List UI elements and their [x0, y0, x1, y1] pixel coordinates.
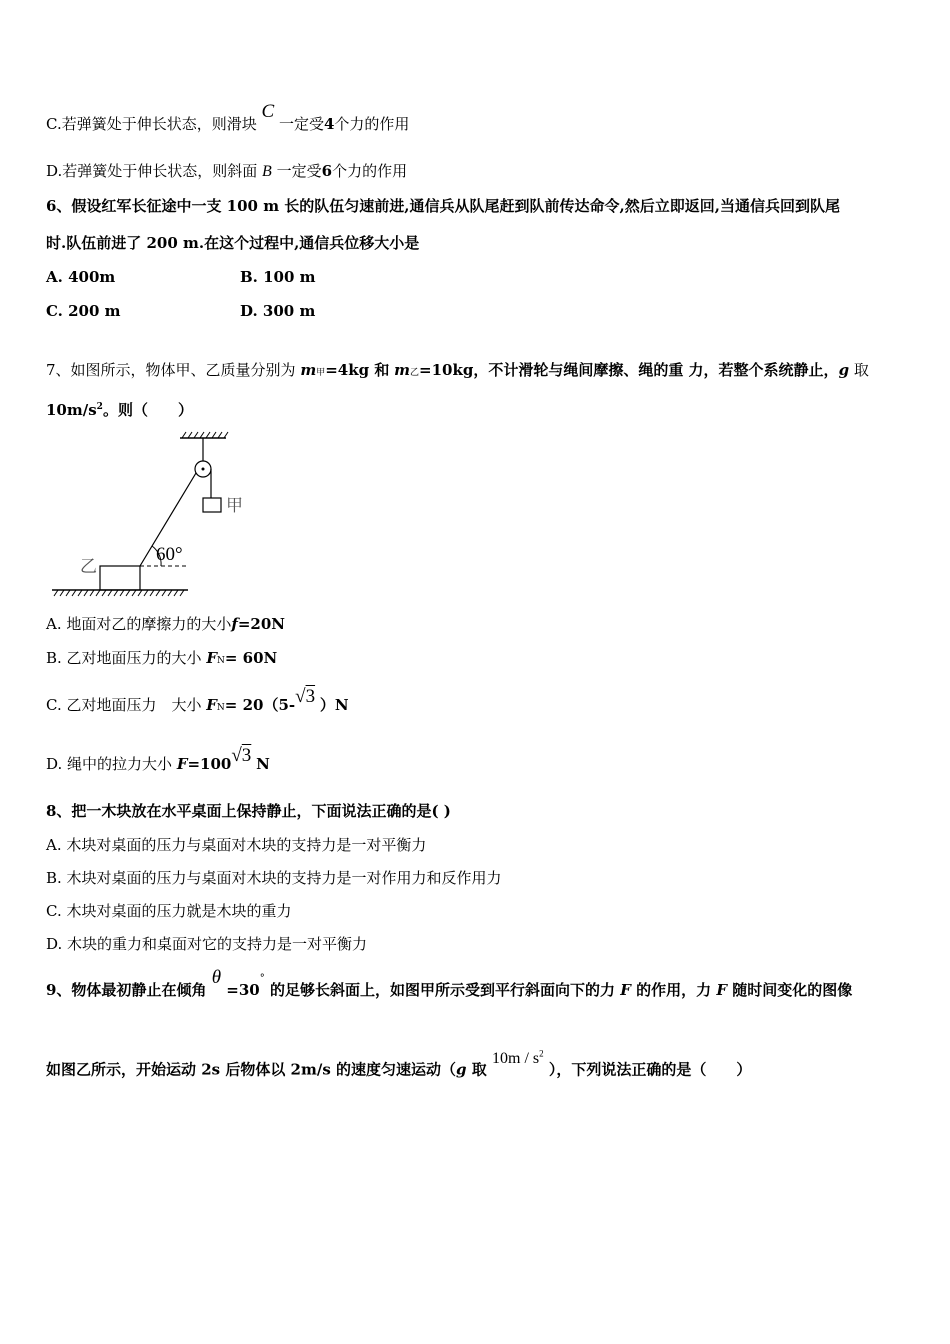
q8-option-a: A. 木块对桌面的压力与桌面对木块的支持力是一对平衡力	[46, 836, 427, 854]
q8-stem: 8、把一木块放在水平桌面上保持静止，下面说法正确的是( )	[46, 802, 451, 820]
ground	[52, 590, 188, 596]
q6-stem-line1: 6、假设红军长征途中一支 100 m 长的队伍匀速前进,通信兵从队尾赶到队前传达命令,然后立即返回,当通信兵回到队尾	[46, 197, 840, 215]
label-jia: 甲	[226, 496, 243, 516]
q8-option-d: D. 木块的重力和桌面对它的支持力是一对平衡力	[46, 935, 368, 953]
q7-stem-line1: 7、如图所示，物体甲、乙质量分别为 m甲=4kg 和 m乙=10kg，不计滑轮与绳间摩擦、绳的重 力，若整个系统静止，g 取	[46, 361, 869, 379]
label-yi: 乙	[80, 557, 97, 577]
q8-option-c: C. 木块对桌面的压力就是木块的重力	[46, 902, 292, 920]
q5-option-d: D.若弹簧处于伸长状态，则斜面 B 一定受6个力的作用	[46, 162, 408, 180]
block-jia	[203, 498, 221, 512]
q6-option-b: B. 100 m	[240, 268, 316, 286]
pulley-diagram	[48, 428, 248, 600]
q6-option-d: D. 300 m	[240, 302, 316, 320]
var-b: B	[262, 163, 272, 180]
q6-option-c: C. 200 m	[46, 302, 121, 320]
sqrt-symbol: √3	[231, 745, 252, 766]
q8-option-b: B. 木块对桌面的压力与桌面对木块的支持力是一对作用力和反作用力	[46, 869, 502, 887]
q6-option-a: A. 400m	[46, 268, 116, 286]
theta: θ	[211, 967, 222, 988]
q7-stem-line2: $10m/s^2$。则（ ）	[46, 401, 193, 419]
q7-option-b: B. 乙对地面压力的大小 FN= 60N	[46, 649, 278, 667]
block-yi	[100, 566, 140, 590]
var-c: C	[261, 101, 275, 122]
unit-expression: $10m / s^2$	[492, 1049, 544, 1068]
q7-option-a: A. 地面对乙的摩擦力的大小f=20N	[46, 615, 285, 633]
q9-stem-line1: 9、物体最初静止在倾角 θ =30° 的足够长斜面上，如图甲所示受到平行斜面向下的力 F 的作用，力 F 随时间变化的图像	[46, 967, 853, 999]
q6-stem-line2: 时.队伍前进了 200 m.在这个过程中,通信兵位移大小是	[46, 234, 420, 252]
q7-option-c: C. 乙对地面压力 大小 FN= 20（5-√3 ）N	[46, 686, 349, 714]
sqrt-symbol: √3	[295, 686, 316, 707]
q5-option-c: C.若弹簧处于伸长状态，则滑块 C 一定受4个力的作用	[46, 101, 410, 133]
angle-label: 60°	[156, 544, 183, 565]
q9-stem-line2: 如图乙所示，开始运动 2s 后物体以 2m/s 的速度匀速运动（g 取 $10m / s^2$ ），下列说法正确的是（ ）	[46, 1049, 752, 1079]
q7-option-d: D. 绳中的拉力大小 F=100√3 N	[46, 745, 270, 773]
ceiling-support	[180, 432, 228, 461]
